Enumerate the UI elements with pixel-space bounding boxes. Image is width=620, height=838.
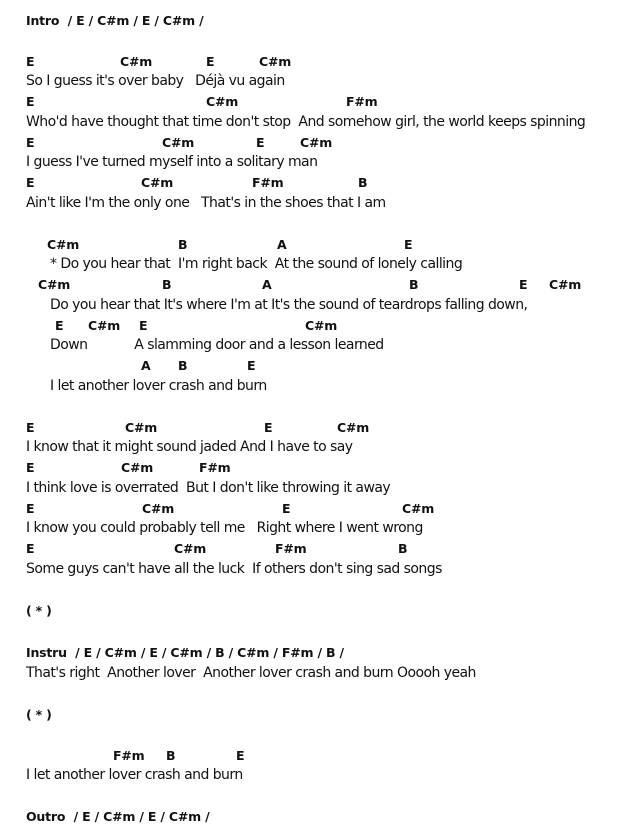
chord: E bbox=[236, 748, 245, 763]
chord: C#m bbox=[121, 460, 154, 475]
outro-progression: / E / C#m / E / C#m / bbox=[73, 809, 210, 824]
chord: C#m bbox=[402, 501, 435, 516]
chord: C#m bbox=[300, 135, 333, 150]
chord: C#m bbox=[125, 420, 158, 435]
instru-progression: / E / C#m / E / C#m / B / C#m / F#m / B / bbox=[75, 645, 344, 660]
chord: E bbox=[26, 541, 35, 556]
chord: C#m bbox=[549, 277, 582, 292]
chord: F#m bbox=[199, 460, 231, 475]
chord: C#m bbox=[337, 420, 370, 435]
chord: E bbox=[26, 501, 35, 516]
chord: F#m bbox=[252, 175, 284, 190]
chord: E bbox=[139, 318, 148, 333]
chord: F#m bbox=[113, 748, 145, 763]
chord: C#m bbox=[142, 501, 175, 516]
chord: E bbox=[247, 358, 256, 373]
instru-label: Instru bbox=[26, 645, 67, 660]
chord: C#m bbox=[259, 54, 292, 69]
chord: C#m bbox=[141, 175, 174, 190]
chord: E bbox=[282, 501, 291, 516]
intro-progression: / E / C#m / E / C#m / bbox=[67, 13, 204, 28]
chord: E bbox=[206, 54, 215, 69]
chord: E bbox=[264, 420, 273, 435]
chorus-reference-1: ( * ) bbox=[26, 603, 52, 618]
chord: B bbox=[409, 277, 419, 292]
chord: E bbox=[26, 420, 35, 435]
chord: E bbox=[26, 460, 35, 475]
chord: C#m bbox=[120, 54, 153, 69]
chord: B bbox=[398, 541, 408, 556]
chord: C#m bbox=[305, 318, 338, 333]
chord: A bbox=[277, 237, 287, 252]
chord: C#m bbox=[38, 277, 71, 292]
chord: E bbox=[26, 94, 35, 109]
chord: A bbox=[262, 277, 272, 292]
chord: E bbox=[26, 135, 35, 150]
chord: E bbox=[55, 318, 64, 333]
chord: C#m bbox=[88, 318, 121, 333]
chord: E bbox=[404, 237, 413, 252]
instru-line bbox=[26, 645, 344, 663]
chord: C#m bbox=[47, 237, 80, 252]
chord: C#m bbox=[174, 541, 207, 556]
chord: C#m bbox=[162, 135, 195, 150]
chord: E bbox=[519, 277, 528, 292]
chord: F#m bbox=[346, 94, 378, 109]
chord: E bbox=[26, 54, 35, 69]
intro-label: Intro bbox=[26, 13, 60, 28]
outro-line bbox=[26, 809, 209, 827]
chord: B bbox=[178, 358, 188, 373]
chord: B bbox=[162, 277, 172, 292]
chord: B bbox=[358, 175, 368, 190]
chord: E bbox=[256, 135, 265, 150]
chord: E bbox=[26, 175, 35, 190]
outro-label: Outro bbox=[26, 809, 66, 824]
chord: B bbox=[178, 237, 188, 252]
chord: A bbox=[141, 358, 151, 373]
chord: C#m bbox=[206, 94, 239, 109]
intro-line bbox=[26, 13, 203, 31]
chord: B bbox=[166, 748, 176, 763]
chord: F#m bbox=[275, 541, 307, 556]
chorus-reference-2: ( * ) bbox=[26, 707, 52, 722]
